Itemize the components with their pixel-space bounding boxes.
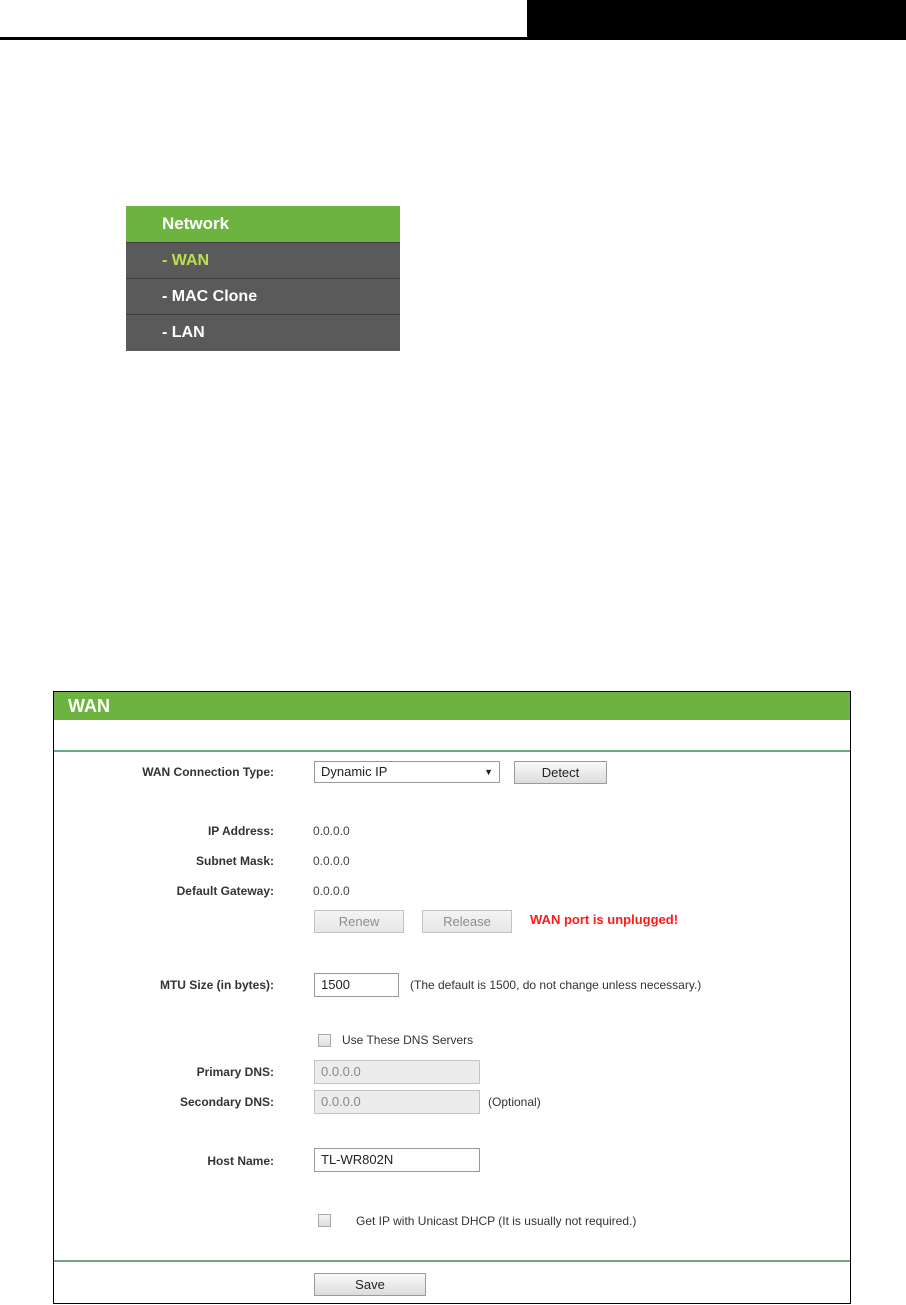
mtu-label: MTU Size (in bytes):	[159, 978, 274, 992]
mtu-input[interactable]: 1500	[314, 973, 399, 997]
release-button[interactable]: Release	[422, 910, 512, 933]
save-button[interactable]: Save	[314, 1273, 426, 1296]
network-menu	[126, 206, 400, 351]
menu-item-network[interactable]: Network	[126, 206, 400, 242]
primary-dns-label: Primary DNS:	[196, 1065, 274, 1079]
dropdown-arrow-icon: ▼	[484, 767, 493, 777]
ip-address-label: IP Address:	[207, 824, 274, 838]
secondary-dns-label: Secondary DNS:	[179, 1095, 274, 1109]
subnet-mask-value: 0.0.0.0	[313, 854, 350, 868]
menu-item-wan[interactable]: - WAN	[126, 242, 400, 278]
use-dns-label: Use These DNS Servers	[342, 1033, 474, 1047]
connection-type-select[interactable]	[314, 761, 500, 783]
primary-dns-input[interactable]: 0.0.0.0	[314, 1060, 480, 1084]
wan-status-message: WAN port is unplugged!	[530, 912, 679, 927]
ip-address-value: 0.0.0.0	[313, 824, 350, 838]
panel-title: WAN	[54, 692, 850, 720]
connection-type-label: WAN Connection Type:	[142, 765, 274, 779]
menu-item-mac-clone[interactable]: - MAC Clone	[126, 278, 400, 314]
unicast-dhcp-label: Get IP with Unicast DHCP (It is usually not required.)	[356, 1214, 637, 1228]
subnet-mask-label: Subnet Mask:	[195, 854, 274, 868]
document-header-block	[527, 0, 906, 40]
menu-item-lan[interactable]: - LAN	[126, 314, 400, 350]
unicast-dhcp-checkbox[interactable]	[318, 1214, 331, 1227]
default-gateway-label: Default Gateway:	[176, 884, 274, 898]
panel-footer-divider	[54, 1260, 850, 1262]
renew-button[interactable]: Renew	[314, 910, 404, 933]
host-name-label: Host Name:	[207, 1154, 274, 1168]
wan-settings-panel	[53, 691, 851, 1304]
secondary-dns-input[interactable]: 0.0.0.0	[314, 1090, 480, 1114]
default-gateway-value: 0.0.0.0	[313, 884, 350, 898]
secondary-dns-hint: (Optional)	[488, 1095, 541, 1109]
use-dns-checkbox[interactable]	[318, 1034, 331, 1047]
detect-button[interactable]: Detect	[514, 761, 607, 784]
connection-type-value: Dynamic IP	[321, 764, 388, 779]
panel-header-band	[54, 720, 850, 752]
mtu-hint: (The default is 1500, do not change unless necessary.)	[410, 978, 702, 992]
host-name-input[interactable]: TL-WR802N	[314, 1148, 480, 1172]
